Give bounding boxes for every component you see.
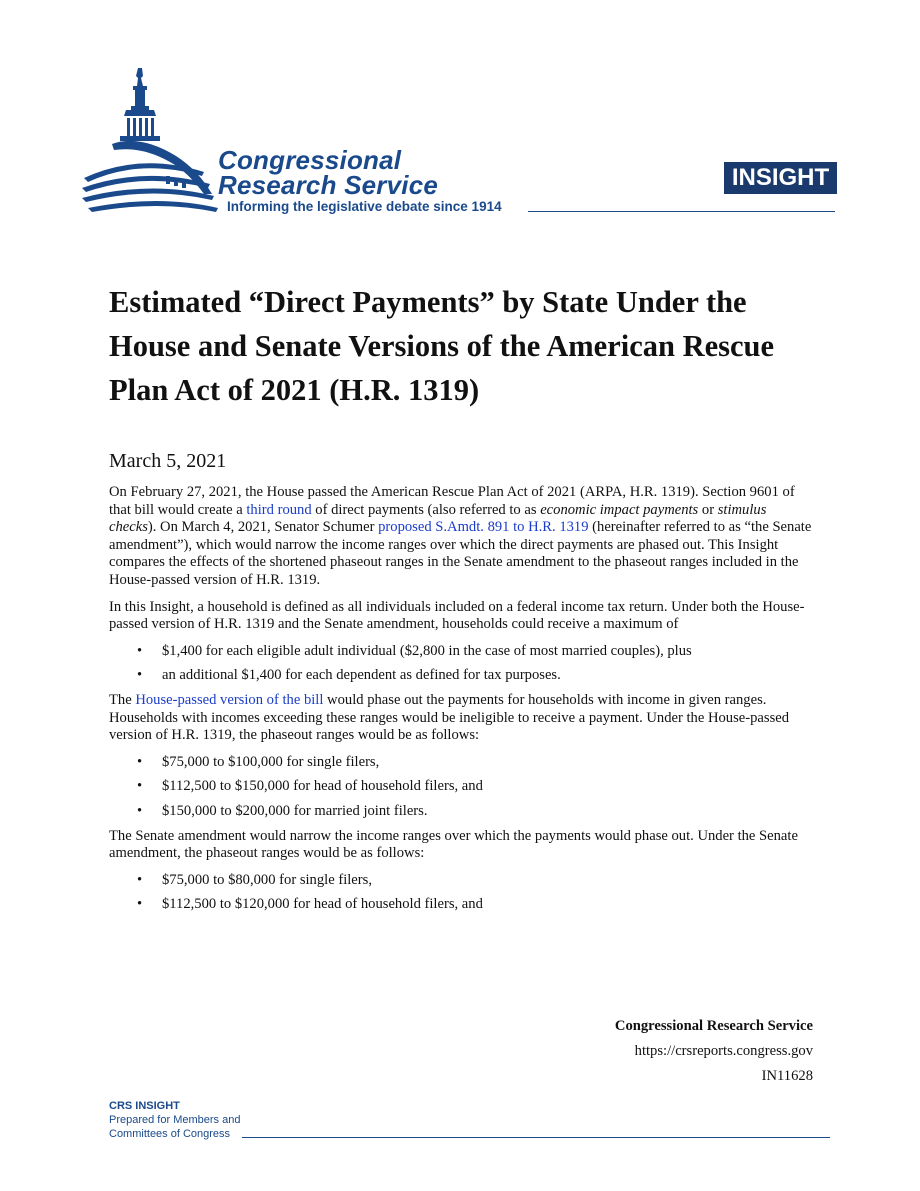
paragraph-senate-phaseout: The Senate amendment would narrow the income ranges over which the payments would phase out. Under the Senate amendment, the phaseout ranges would be as follows: xyxy=(109,827,798,862)
list-item: • $112,500 to $150,000 for head of household filers, and xyxy=(162,778,817,796)
paragraph-household-definition: In this Insight, a household is defined as all individuals included on a federal income tax return. Under both the House-passed version of H.R. 1319 and the Senate amendment, households could receive a maximum of xyxy=(109,598,805,633)
list-item: • $150,000 to $200,000 for married joint filers. xyxy=(162,803,817,821)
footer-url[interactable]: https://crsreports.congress.gov xyxy=(634,1043,813,1059)
text: ). On March 4, 2021, Senator Schumer xyxy=(147,519,379,536)
label-line: Committees of Congress xyxy=(109,1128,231,1140)
footer-rule xyxy=(242,1137,830,1138)
insight-badge: INSIGHT xyxy=(724,162,837,194)
list-item: • $1,400 for each eligible adult individual ($2,800 in the case of most married couples), plus xyxy=(162,643,817,661)
third-round-link[interactable]: third round xyxy=(246,501,312,518)
crs-insight-label xyxy=(109,1099,240,1141)
text: (hereinafter referred to as “the Senate amendment”), which would narrow the income ranges over which the direct payments are phased out. This Insight compares the effects of the shortened phaseout ranges in the Senate amendment to the phaseout ranges included in the House-passed version of H.R. 1319. xyxy=(109,519,812,588)
text: or xyxy=(698,501,718,518)
crs-tagline: Informing the legislative debate since 1914 xyxy=(227,199,502,214)
footer-source xyxy=(615,1014,813,1089)
list-item: • $75,000 to $80,000 for single filers, xyxy=(162,872,817,890)
report-id: IN11628 xyxy=(761,1068,813,1084)
crs-logo-line-2: Research Service xyxy=(218,170,439,200)
document-title: Estimated “Direct Payments” by State Under the House and Senate Versions of the American Rescue Plan Act of 2021 (H.R. 1319) xyxy=(109,285,775,407)
label-line: Prepared for Members and xyxy=(109,1114,241,1126)
text: would phase out the payments for households with income in given ranges. Households with incomes exceeding these ranges would be ineligible to receive a payment. Under the House-passed version of H.R. 1319, the phaseout ranges would be as follows: xyxy=(109,691,790,744)
list-item: • an additional $1,400 for each dependent as defined for tax purposes. xyxy=(162,667,817,685)
senate-phaseout-list xyxy=(109,872,817,914)
document-body xyxy=(109,484,817,921)
footer-org-name: Congressional Research Service xyxy=(614,1018,813,1034)
text: of direct payments (also referred to as xyxy=(311,501,541,518)
paragraph-intro xyxy=(109,484,817,590)
paragraph-house-phaseout xyxy=(109,692,817,745)
text: The xyxy=(109,691,136,708)
publication-date: March 5, 2021 xyxy=(109,450,227,472)
label-title: CRS INSIGHT xyxy=(109,1100,180,1112)
list-item: • $112,500 to $120,000 for head of household filers, and xyxy=(162,896,817,914)
senate-amendment-link[interactable]: proposed S.Amdt. 891 to H.R. 1319 xyxy=(378,519,589,536)
house-phaseout-list xyxy=(109,754,817,821)
text: On February 27, 2021, the House passed the American Rescue Plan Act of 2021 (ARPA, H.R. 1319). Section 9601 of that bill would create a xyxy=(109,484,795,518)
list-item: • $75,000 to $100,000 for single filers, xyxy=(162,754,817,772)
emphasis-stimulus-checks: stimulus checks xyxy=(109,501,767,536)
crs-logo-line-1: Congressional xyxy=(218,145,402,175)
maximum-payment-list xyxy=(109,643,817,685)
header-rule xyxy=(528,211,835,212)
emphasis-economic-impact-payments: economic impact payments xyxy=(540,501,699,518)
house-passed-version-link[interactable]: House-passed version of the bill xyxy=(135,691,324,708)
